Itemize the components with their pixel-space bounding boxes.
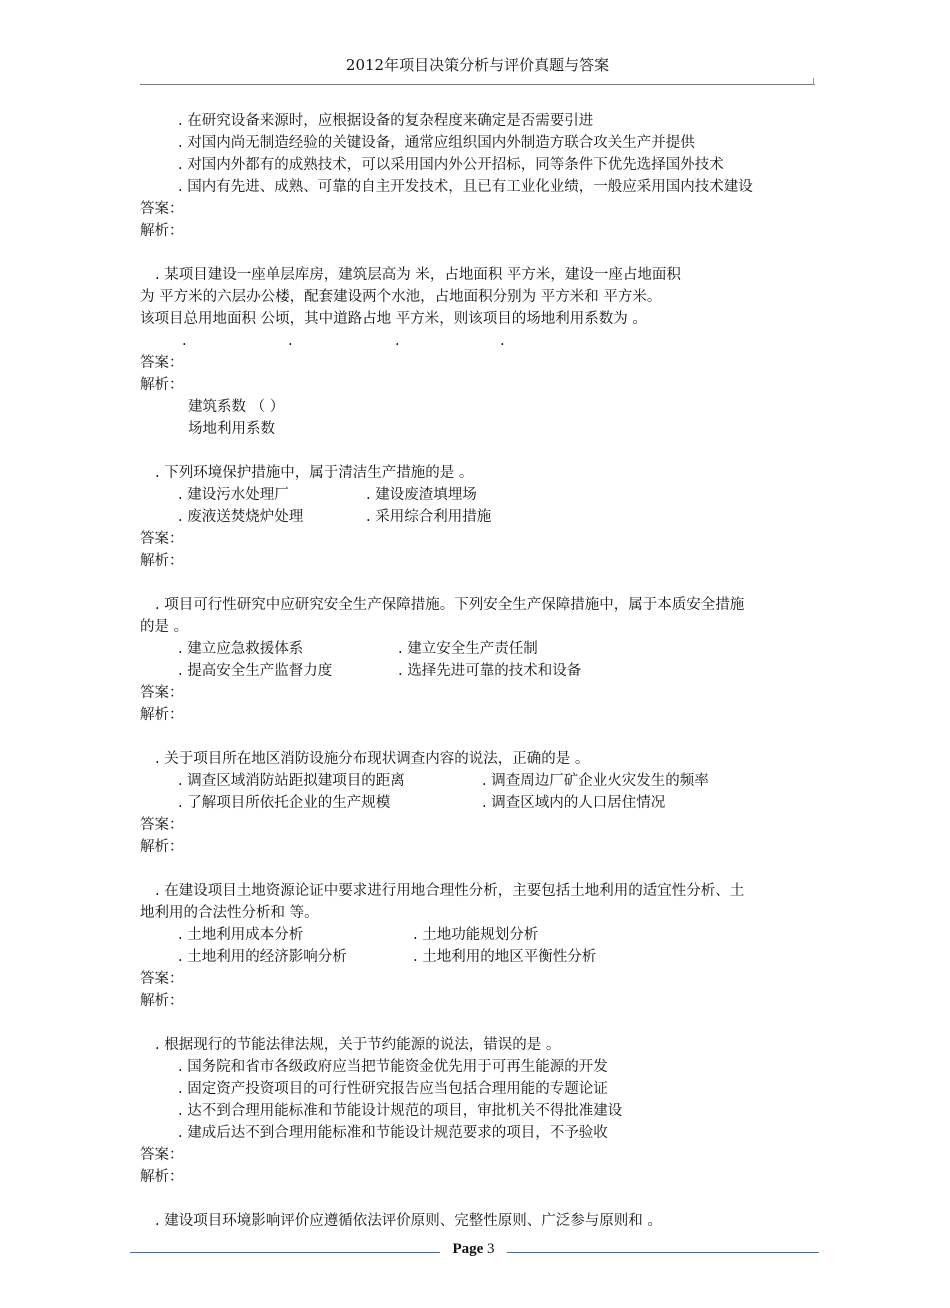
option-a: . 调查区域消防站距拟建项目的距离 (178, 773, 405, 789)
page-number-value: 3 (487, 1241, 495, 1257)
option-line: . 固定资产投资项目的可行性研究报告应当包括合理用能的专题论证 (178, 1081, 608, 1097)
option-b: . 土地功能规划分析 (413, 927, 539, 943)
analysis-label: 解析： (140, 553, 184, 569)
formula-site-utilization: 场地利用系数 (188, 421, 275, 437)
option-c: . 提高安全生产监督力度 (178, 663, 333, 679)
option-line: . 在研究设备来源时，应根据设备的复杂程度来确定是否需要引进 (178, 113, 594, 129)
option-a: . 建立应急救援体系 (178, 641, 304, 657)
option-dots-row (140, 330, 815, 352)
option-a: . 建设污水处理厂 (178, 487, 289, 503)
option-c-marker: . (395, 333, 400, 349)
option-row (140, 506, 815, 528)
document-body (140, 110, 815, 1232)
option-row (140, 792, 815, 814)
question-stem: . 根据现行的节能法律法规，关于节约能源的说法，错误的是 。 (155, 1037, 561, 1053)
option-line: . 建成后达不到合理用能标准和节能设计规范要求的项目，不予验收 (178, 1125, 608, 1141)
analysis-label: 解析： (140, 223, 184, 239)
option-d: . 调查区域内的人口居住情况 (482, 795, 666, 811)
question-stem: . 项目可行性研究中应研究安全生产保障措施。下列安全生产保障措施中，属于本质安全措施 (155, 597, 745, 613)
option-c: . 了解项目所依托企业的生产规模 (178, 795, 391, 811)
question-stem: . 关于项目所在地区消防设施分布现状调查内容的说法，正确的是 。 (155, 751, 590, 767)
footer-rule-right (507, 1252, 819, 1253)
option-row (140, 484, 815, 506)
question-stem: . 下列环境保护措施中，属于清洁生产措施的是 。 (155, 465, 474, 481)
question-stem: 该项目总用地面积 公顷，其中道路占地 平方米，则该项目的场地利用系数为 。 (140, 311, 647, 327)
question-stem: . 某项目建设一座单层库房，建筑层高为 米，占地面积 平方米，建设一座占地面积 (155, 267, 681, 283)
header-corner-mark (813, 78, 814, 85)
option-row (140, 638, 815, 660)
answer-label: 答案： (140, 685, 184, 701)
answer-label: 答案： (140, 971, 184, 987)
option-line: . 对国内尚无制造经验的关键设备，通常应组织国内外制造方联合攻关生产并提供 (178, 135, 695, 151)
option-line: . 达不到合理用能标准和节能设计规范的项目，审批机关不得批准建设 (178, 1103, 623, 1119)
option-b: . 建立安全生产责任制 (398, 641, 538, 657)
option-d-marker: . (500, 333, 505, 349)
page-header-title: 2012年项目决策分析与评价真题与答案 (345, 56, 610, 74)
question-stem: 的是 。 (140, 619, 189, 635)
option-d: . 选择先进可靠的技术和设备 (398, 663, 582, 679)
option-row (140, 946, 815, 968)
header-rule (140, 84, 815, 85)
option-a-marker: . (182, 333, 187, 349)
question-stem: . 在建设项目土地资源论证中要求进行用地合理性分析，主要包括土地利用的适宜性分析、土 (155, 883, 745, 899)
option-d: . 采用综合利用措施 (366, 509, 492, 525)
question-stem: 地利用的合法性分析和 等。 (140, 905, 319, 921)
option-a: . 土地利用成本分析 (178, 927, 304, 943)
answer-label: 答案： (140, 817, 184, 833)
option-row (140, 660, 815, 682)
analysis-label: 解析： (140, 839, 184, 855)
option-row (140, 924, 815, 946)
page-number (440, 1241, 507, 1258)
option-line: . 国务院和省市各级政府应当把节能资金优先用于可再生能源的开发 (178, 1059, 608, 1075)
option-b-marker: . (288, 333, 293, 349)
question-stem: . 建设项目环境影响评价应遵循依法评价原则、完整性原则、广泛参与原则和 。 (155, 1213, 662, 1229)
question-stem: 为 平方米的六层办公楼，配套建设两个水池，占地面积分别为 平方米和 平方米。 (140, 289, 662, 305)
option-line: . 国内有先进、成熟、可靠的自主开发技术，且已有工业化业绩，一般应采用国内技术建设 (178, 179, 753, 195)
footer-rule-left (130, 1252, 440, 1253)
option-b: . 建设废渣填埋场 (366, 487, 477, 503)
option-c: . 废液送焚烧炉处理 (178, 509, 304, 525)
answer-label: 答案： (140, 201, 184, 217)
analysis-label: 解析： (140, 377, 184, 393)
formula-building-coefficient: 建筑系数 （ ） (188, 399, 285, 415)
option-row (140, 770, 815, 792)
analysis-label: 解析： (140, 707, 184, 723)
option-c: . 土地利用的经济影响分析 (178, 949, 347, 965)
analysis-label: 解析： (140, 993, 184, 1009)
answer-label: 答案： (140, 531, 184, 547)
option-d: . 土地利用的地区平衡性分析 (413, 949, 597, 965)
option-b: . 调查周边厂矿企业火灾发生的频率 (482, 773, 709, 789)
answer-label: 答案： (140, 355, 184, 371)
page-label: Page (452, 1241, 484, 1257)
option-line: . 对国内外都有的成熟技术，可以采用国内外公开招标，同等条件下优先选择国外技术 (178, 157, 724, 173)
analysis-label: 解析： (140, 1169, 184, 1185)
answer-label: 答案： (140, 1147, 184, 1163)
